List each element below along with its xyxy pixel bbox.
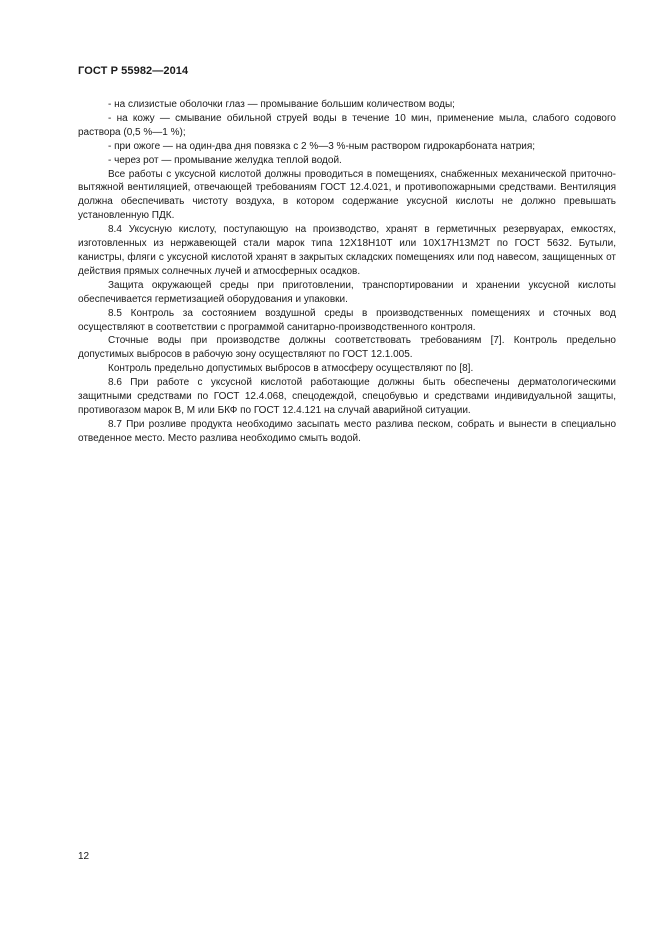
paragraph: 8.6 При работе с уксусной кислотой работающие должны быть обеспечены дерматологическими защитными средствами по ГОСТ 12.4.068, спецодеждой, спецобувью и средствами индивидуальной защиты, противогазом марок В, М или БКФ по ГОСТ 12.4.121 на случай аварийной ситуации.	[78, 377, 616, 416]
paragraph: Все работы с уксусной кислотой должны проводиться в помещениях, снабженных механической приточно-вытяжной вентиляцией, отвечающей требованиям ГОСТ 12.4.021, и противопожарными средствами. Вентиляция должна обеспечивать чистоту воздуха, в котором содержание уксусной кислоты не должно превышать установленную ПДК.	[78, 168, 616, 222]
paragraph: - на слизистые оболочки глаз — промывание большим количеством воды;	[108, 99, 455, 110]
paragraph: 8.4 Уксусную кислоту, поступающую на производство, хранят в герметичных резервуарах, емкостях, изготовленных из нержавеющей стали марок типа 12Х18Н10Т или 10Х17Н13М2Т по ГОСТ 5632. Бутыли, канистры, фляги с уксусной кислотой хранят в закрытых складских помещениях или под навесом, защищенных от действия прямых солнечных лучей и атмосферных осадков.	[78, 224, 616, 277]
document-header: ГОСТ Р 55982—2014	[78, 65, 189, 77]
paragraph: - через рот — промывание желудка теплой водой.	[108, 154, 342, 166]
paragraph: - на кожу — смывание обильной струей воды в течение 10 мин, применение мыла, слабого содового раствора (0,5 %—1 %);	[78, 112, 616, 138]
paragraph: Контроль предельно допустимых выбросов в атмосферу осуществляют по [8].	[108, 363, 474, 375]
paragraph: 8.5 Контроль за состоянием воздушной среды в производственных помещениях и сточных вод осуществляют в соответствии с программой санитарно-производственного контроля.	[78, 307, 616, 333]
paragraph: Защита окружающей среды при приготовлении, транспортировании и хранении уксусной кислоты обеспечивается герметизацией оборудования и упаковки.	[78, 279, 616, 305]
paragraph: 8.7 При розливе продукта необходимо засыпать место разлива песком, собрать и вынести в специально отведенное место. Место разлива необходимо смыть водой.	[78, 418, 616, 444]
page-number: 12	[78, 851, 90, 862]
paragraph: - при ожоге — на один-два дня повязка с 2 %—3 %-ным раствором гидрокарбоната натрия;	[108, 140, 536, 152]
document-body	[78, 98, 616, 446]
paragraph: Сточные воды при производстве должны соответствовать требованиям [7]. Контроль предельно допустимых выбросов в рабочую зону осуществляют по ГОСТ 12.1.005.	[78, 335, 616, 361]
